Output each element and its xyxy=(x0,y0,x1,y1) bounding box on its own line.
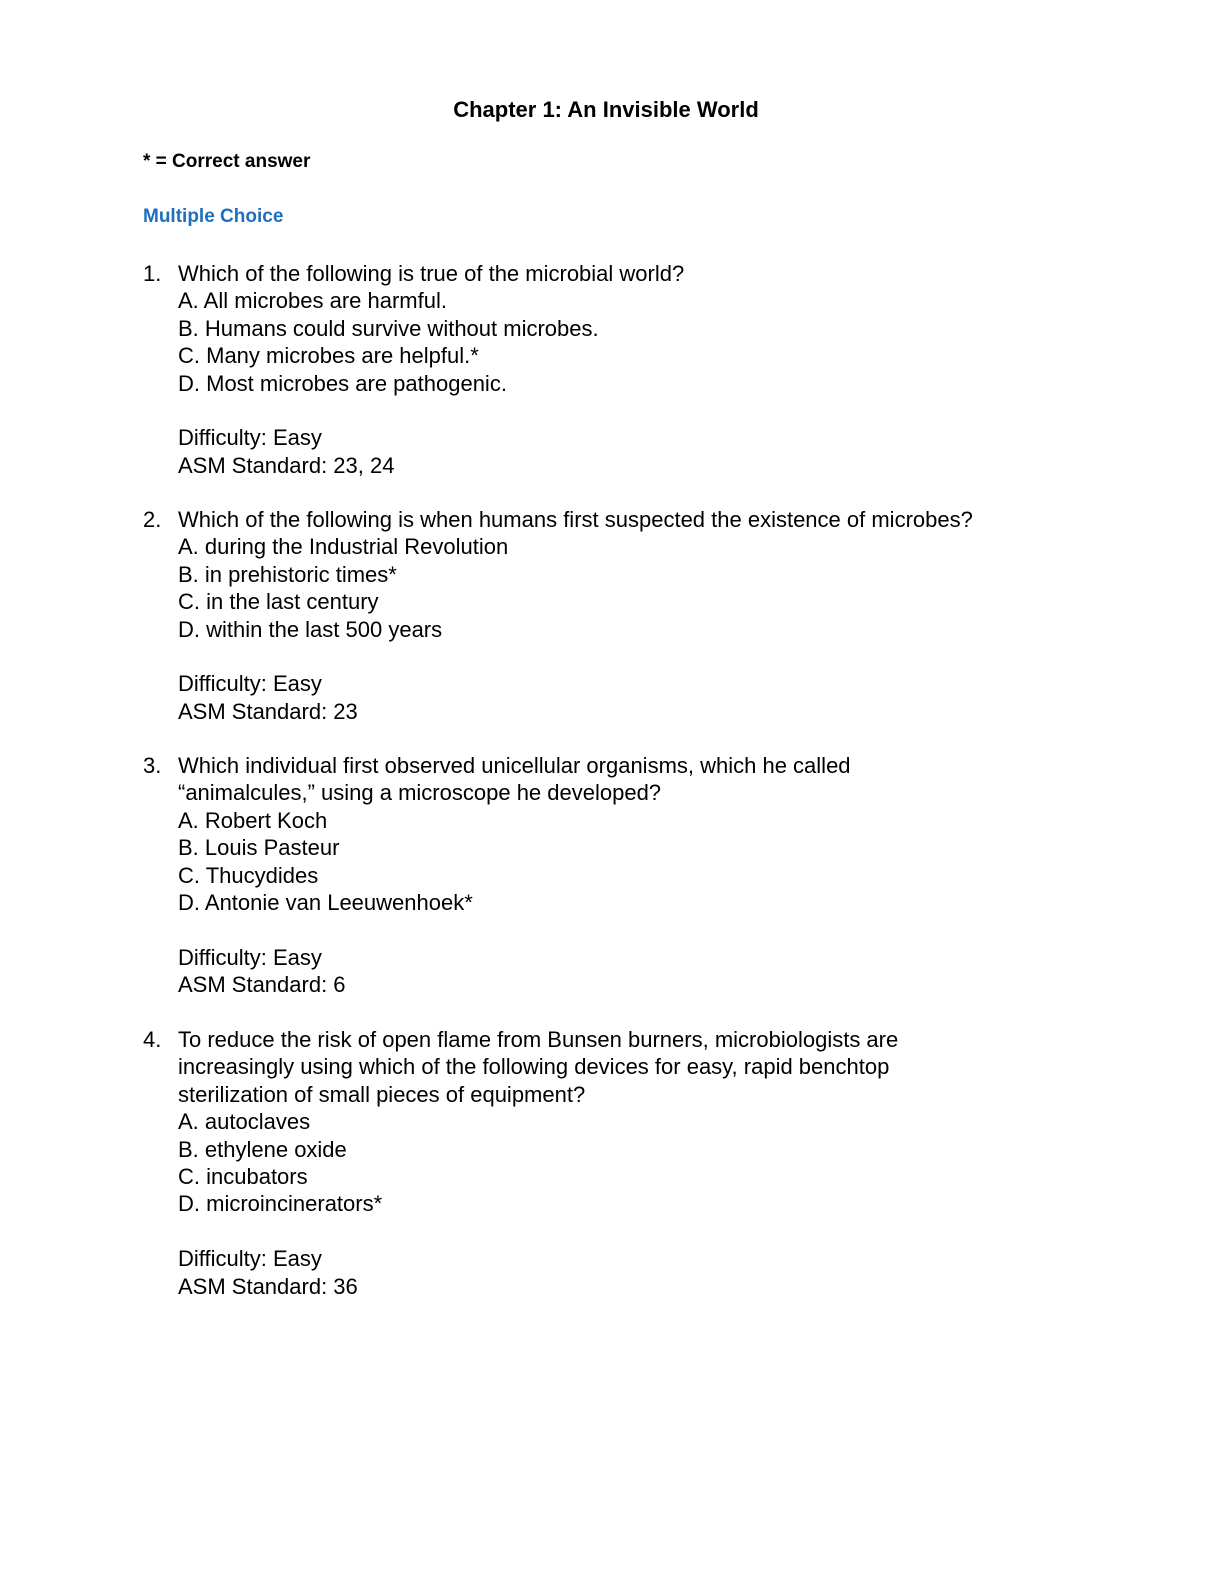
answer-option-d: D. Most microbes are pathogenic. xyxy=(178,370,507,396)
answer-option-a: A. autoclaves xyxy=(178,1109,311,1135)
answer-option-d: D. within the last 500 years xyxy=(178,616,443,642)
answer-option-c: C. Thucydides xyxy=(178,862,319,888)
asm-standard-label: ASM Standard: 23, 24 xyxy=(178,452,395,478)
answer-option-a: A. All microbes are harmful. xyxy=(178,288,447,314)
chapter-title: Chapter 1: An Invisible World xyxy=(453,97,759,122)
answer-option-d: D. Antonie van Leeuwenhoek* xyxy=(178,890,473,916)
correct-answer-legend: * = Correct answer xyxy=(143,151,311,172)
question-text: Which of the following is true of the microbial world? xyxy=(178,261,685,286)
question-text: To reduce the risk of open flame from Bunsen burners, microbiologists are xyxy=(178,1027,899,1052)
question-text: sterilization of small pieces of equipment? xyxy=(178,1081,586,1107)
answer-option-c: C. incubators xyxy=(178,1164,308,1190)
question-text: Which of the following is when humans first suspected the existence of microbes? xyxy=(178,507,973,532)
asm-standard-label: ASM Standard: 36 xyxy=(178,1273,358,1299)
question-1 xyxy=(143,260,1143,479)
answer-option-c: C. in the last century xyxy=(178,589,379,615)
question-2 xyxy=(143,506,1143,725)
answer-option-b: B. Louis Pasteur xyxy=(178,835,340,861)
difficulty-label: Difficulty: Easy xyxy=(178,1246,322,1272)
difficulty-label: Difficulty: Easy xyxy=(178,944,322,970)
answer-option-b: B. in prehistoric times* xyxy=(178,561,397,587)
question-4 xyxy=(143,1026,1143,1300)
question-text: Which individual first observed unicellular organisms, which he called xyxy=(178,753,851,778)
question-number: 3. xyxy=(143,753,162,778)
answer-option-b: B. Humans could survive without microbes. xyxy=(178,315,599,341)
answer-option-c: C. Many microbes are helpful.* xyxy=(178,343,479,369)
question-number: 2. xyxy=(143,507,162,532)
question-text: increasingly using which of the following devices for easy, rapid benchtop xyxy=(178,1054,890,1080)
difficulty-label: Difficulty: Easy xyxy=(178,425,322,451)
question-number: 4. xyxy=(143,1027,162,1052)
question-3 xyxy=(143,752,1143,999)
section-heading: Multiple Choice xyxy=(143,206,284,227)
answer-option-a: A. during the Industrial Revolution xyxy=(178,534,509,560)
answer-option-b: B. ethylene oxide xyxy=(178,1136,347,1162)
question-text: “animalcules,” using a microscope he developed? xyxy=(178,780,662,806)
difficulty-label: Difficulty: Easy xyxy=(178,671,322,697)
asm-standard-label: ASM Standard: 23 xyxy=(178,698,358,724)
answer-option-a: A. Robert Koch xyxy=(178,807,328,833)
asm-standard-label: ASM Standard: 6 xyxy=(178,972,346,998)
answer-option-d: D. microincinerators* xyxy=(178,1191,383,1217)
question-number: 1. xyxy=(143,261,162,286)
